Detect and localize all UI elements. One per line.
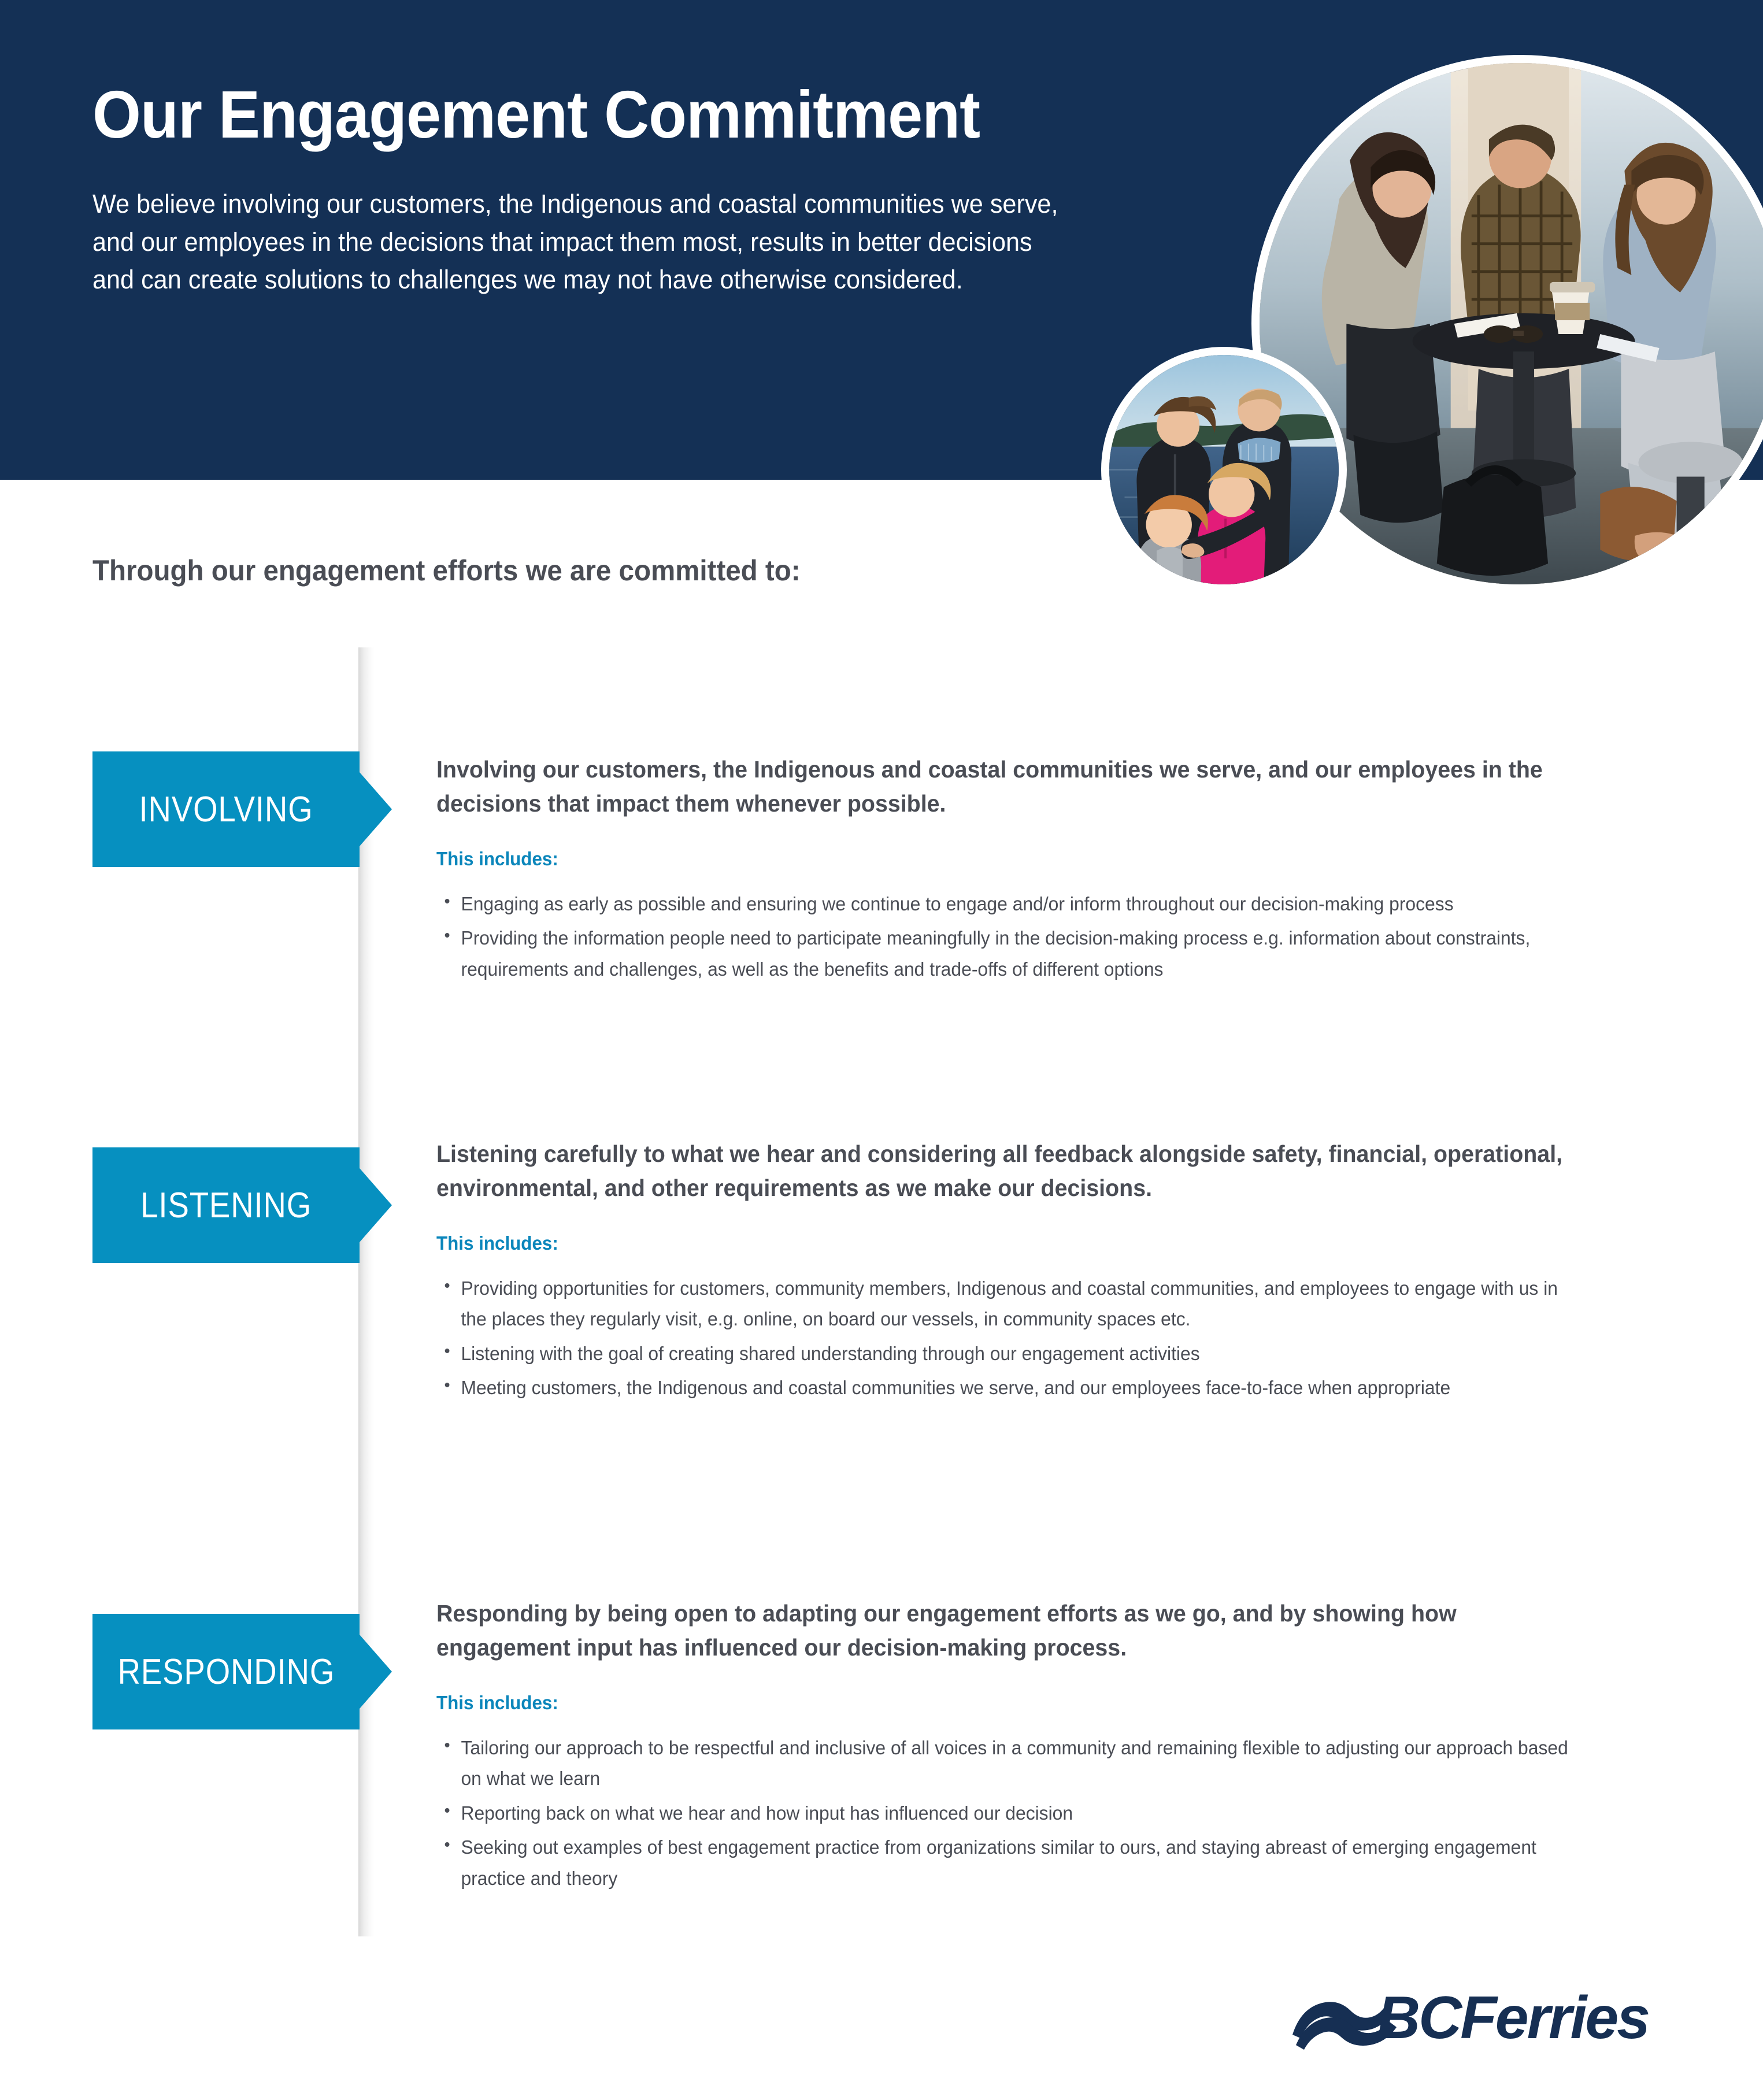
section-listening-includes-label: This includes: [436, 1232, 558, 1254]
page-header [0, 0, 1763, 480]
section-listening-bullets [436, 1273, 1685, 1403]
list-item: • Providing the information people need to participate meaningfully in the decision-making process e.g. information about constraints, requirements and challenges, as well as the benefits and trade-offs of different options [436, 923, 1575, 984]
section-involving-bullets [436, 888, 1685, 984]
badge-responding-label: RESPONDING [117, 1651, 335, 1692]
list-item: • Meeting customers, the Indigenous and coastal communities we serve, and our employees face-to-face when appropriate [436, 1372, 1575, 1403]
badge-listening-label: LISTENING [140, 1185, 312, 1225]
page-footer [0, 1965, 1763, 2100]
section-involving-includes-label: This includes: [436, 847, 558, 869]
header-text-block [92, 77, 1191, 299]
section-responding-includes-label: This includes: [436, 1691, 558, 1713]
section-involving-lead: Involving our customers, the Indigenous and coastal communities we serve, and our employees in the decisions that impact them whenever possible. [436, 756, 1543, 817]
section-involving-body [436, 753, 1685, 988]
section-listening-body [436, 1137, 1685, 1407]
list-item: • Listening with the goal of creating shared understanding through our engagement activities [436, 1338, 1575, 1369]
section-responding-body [436, 1597, 1685, 1897]
badge-responding[interactable] [92, 1614, 360, 1729]
list-item: • Reporting back on what we hear and how input has influenced our decision [436, 1798, 1575, 1828]
badge-involving-label: INVOLVING [139, 789, 313, 829]
list-item: • Providing opportunities for customers, community members, Indigenous and coastal communities, and employees to engage with us in the places they regularly visit, e.g. online, on board our vessels, in community spaces etc. [436, 1273, 1575, 1335]
section-listening-lead: Listening carefully to what we hear and considering all feedback alongside safety, financial, operational, environmental, and other requirements as we make our decisions. [436, 1140, 1563, 1202]
page-title: Our Engagement Commitment [92, 77, 980, 152]
list-item: • Engaging as early as possible and ensuring we continue to engage and/or inform throughout our decision-making process [436, 888, 1575, 919]
bcferries-logo [1290, 1982, 1689, 2051]
list-item: • Seeking out examples of best engagement practice from organizations similar to ours, and staying abreast of emerging engagement practice and theory [436, 1832, 1575, 1894]
badge-involving[interactable] [92, 751, 360, 867]
section-responding-bullets [436, 1732, 1685, 1894]
committed-heading: Through our engagement efforts we are committed to: [92, 554, 801, 587]
list-item: • Tailoring our approach to be respectful and inclusive of all voices in a community and remaining flexible to adjusting our approach based on what we learn [436, 1732, 1575, 1794]
page-intro-paragraph: We believe involving our customers, the Indigenous and coastal communities we serve, and our employees in the decisions that impact them most, results in better decisions and can create solutions to challenges we may not have otherwise considered. [92, 189, 1058, 295]
bcferries-wordmark: BCFerries [1377, 1984, 1649, 2051]
section-responding-lead: Responding by being open to adapting our engagement efforts as we go, and by showing how engagement input has influenced our decision-making process. [436, 1600, 1457, 1661]
badge-listening[interactable] [92, 1147, 360, 1263]
